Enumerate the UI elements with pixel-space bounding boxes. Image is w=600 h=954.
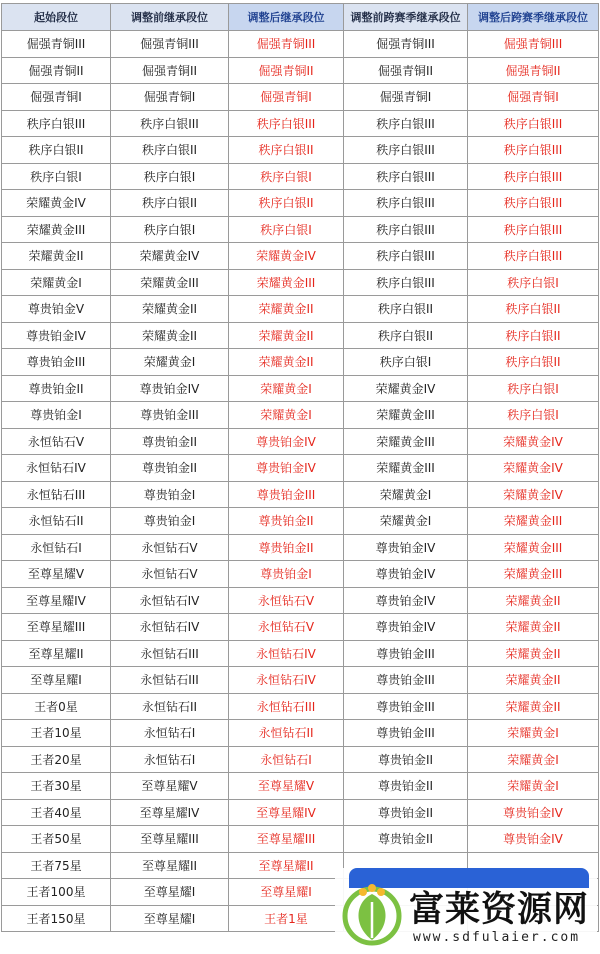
cell-before-cross-season: 尊贵铂金IV bbox=[344, 614, 468, 641]
cell-after-inherit: 荣耀黄金IV bbox=[229, 243, 344, 270]
cell-before-cross-season: 尊贵铂金IV bbox=[344, 561, 468, 588]
table-row bbox=[2, 322, 599, 349]
cell-start-rank: 永恒钻石III bbox=[2, 481, 111, 508]
cell-before-inherit: 尊贵铂金III bbox=[111, 402, 229, 429]
cell-before-cross-season: 尊贵铂金III bbox=[344, 640, 468, 667]
cell-start-rank: 王者20星 bbox=[2, 746, 111, 773]
cell-after-cross-season: 秩序白银III bbox=[468, 243, 599, 270]
cell-start-rank: 王者10星 bbox=[2, 720, 111, 747]
cell-before-cross-season: 秩序白银III bbox=[344, 243, 468, 270]
cell-before-cross-season: 尊贵铂金II bbox=[344, 773, 468, 800]
table-row bbox=[2, 481, 599, 508]
table-row bbox=[2, 746, 599, 773]
cell-start-rank: 荣耀黄金III bbox=[2, 216, 111, 243]
cell-after-inherit: 至尊星耀I bbox=[229, 879, 344, 906]
cell-before-inherit: 倔强青铜III bbox=[111, 31, 229, 58]
cell-before-inherit: 永恒钻石III bbox=[111, 667, 229, 694]
cell-before-inherit: 倔强青铜I bbox=[111, 84, 229, 111]
cell-start-rank: 荣耀黄金I bbox=[2, 269, 111, 296]
cell-before-cross-season: 荣耀黄金IV bbox=[344, 375, 468, 402]
cell-after-inherit: 秩序白银II bbox=[229, 190, 344, 217]
cell-after-cross-season: 荣耀黄金II bbox=[468, 614, 599, 641]
cell-before-cross-season: 尊贵铂金III bbox=[344, 693, 468, 720]
cell-after-cross-season: 秩序白银II bbox=[468, 322, 599, 349]
cell-start-rank: 倔强青铜II bbox=[2, 57, 111, 84]
cell-start-rank: 荣耀黄金II bbox=[2, 243, 111, 270]
cell-before-inherit: 倔强青铜II bbox=[111, 57, 229, 84]
cell-after-inherit: 荣耀黄金II bbox=[229, 296, 344, 323]
cell-before-inherit: 永恒钻石IV bbox=[111, 614, 229, 641]
cell-after-cross-season: 秩序白银I bbox=[468, 375, 599, 402]
cell-before-cross-season: 荣耀黄金III bbox=[344, 428, 468, 455]
header-row bbox=[2, 4, 599, 31]
table-body bbox=[2, 31, 599, 932]
cell-before-cross-season: 秩序白银III bbox=[344, 269, 468, 296]
cell-before-inherit: 尊贵铂金I bbox=[111, 508, 229, 535]
cell-after-cross-season: 尊贵铂金IV bbox=[468, 826, 599, 853]
table-header bbox=[2, 4, 599, 31]
cell-after-inherit: 至尊星耀II bbox=[229, 852, 344, 879]
cell-before-cross-season: 尊贵铂金IV bbox=[344, 587, 468, 614]
cell-after-inherit: 荣耀黄金I bbox=[229, 375, 344, 402]
cell-start-rank: 永恒钻石V bbox=[2, 428, 111, 455]
rank-inheritance-table bbox=[1, 3, 599, 932]
table-row bbox=[2, 296, 599, 323]
cell-after-inherit: 尊贵铂金IV bbox=[229, 428, 344, 455]
cell-after-inherit: 永恒钻石III bbox=[229, 693, 344, 720]
table-row bbox=[2, 587, 599, 614]
cell-start-rank: 王者0星 bbox=[2, 693, 111, 720]
cell-before-inherit: 尊贵铂金II bbox=[111, 455, 229, 482]
cell-after-cross-season: 荣耀黄金I bbox=[468, 746, 599, 773]
cell-after-cross-season: 荣耀黄金I bbox=[468, 720, 599, 747]
cell-before-inherit: 永恒钻石IV bbox=[111, 587, 229, 614]
cell-before-cross-season: 荣耀黄金I bbox=[344, 508, 468, 535]
cell-after-cross-season: 倔强青铜I bbox=[468, 84, 599, 111]
cell-before-inherit: 秩序白银I bbox=[111, 216, 229, 243]
cell-before-inherit: 至尊星耀I bbox=[111, 879, 229, 906]
cell-before-cross-season: 尊贵铂金II bbox=[344, 746, 468, 773]
table-row bbox=[2, 773, 599, 800]
cell-before-inherit: 尊贵铂金IV bbox=[111, 375, 229, 402]
rank-inheritance-table-wrap bbox=[1, 3, 598, 932]
table-row bbox=[2, 190, 599, 217]
table-row bbox=[2, 667, 599, 694]
cell-after-inherit: 倔强青铜I bbox=[229, 84, 344, 111]
cell-after-inherit: 王者1星 bbox=[229, 905, 344, 932]
table-row bbox=[2, 455, 599, 482]
cell-before-cross-season: 秩序白银III bbox=[344, 110, 468, 137]
cell-start-rank: 至尊星耀III bbox=[2, 614, 111, 641]
cell-before-inherit: 秩序白银I bbox=[111, 163, 229, 190]
cell-after-cross-season: 荣耀黄金III bbox=[468, 508, 599, 535]
cell-after-inherit: 永恒钻石I bbox=[229, 746, 344, 773]
table-row bbox=[2, 137, 599, 164]
table-row bbox=[2, 640, 599, 667]
cell-start-rank: 王者100星 bbox=[2, 879, 111, 906]
cell-after-cross-season: 秩序白银II bbox=[468, 349, 599, 376]
cell-before-cross-season: 荣耀黄金III bbox=[344, 455, 468, 482]
cell-before-cross-season: 尊贵铂金II bbox=[344, 799, 468, 826]
watermark-site-name: 富莱资源网 bbox=[409, 889, 590, 930]
cell-before-inherit: 至尊星耀II bbox=[111, 852, 229, 879]
cell-before-inherit: 荣耀黄金I bbox=[111, 349, 229, 376]
cell-before-inherit: 永恒钻石II bbox=[111, 693, 229, 720]
cell-before-cross-season: 秩序白银III bbox=[344, 216, 468, 243]
cell-after-inherit: 秩序白银II bbox=[229, 137, 344, 164]
cell-before-cross-season: 秩序白银I bbox=[344, 349, 468, 376]
table-row bbox=[2, 163, 599, 190]
cell-start-rank: 秩序白银III bbox=[2, 110, 111, 137]
cell-before-inherit: 永恒钻石V bbox=[111, 561, 229, 588]
cell-after-cross-season: 秩序白银II bbox=[468, 296, 599, 323]
cell-after-cross-season: 倔强青铜II bbox=[468, 57, 599, 84]
cell-after-cross-season: 秩序白银I bbox=[468, 269, 599, 296]
cell-before-cross-season: 尊贵铂金II bbox=[344, 826, 468, 853]
cell-start-rank: 秩序白银II bbox=[2, 137, 111, 164]
cell-start-rank: 至尊星耀II bbox=[2, 640, 111, 667]
cell-after-cross-season: 荣耀黄金III bbox=[468, 561, 599, 588]
table-row bbox=[2, 561, 599, 588]
cell-before-inherit: 至尊星耀III bbox=[111, 826, 229, 853]
cell-after-inherit: 荣耀黄金III bbox=[229, 269, 344, 296]
table-row bbox=[2, 826, 599, 853]
cell-after-inherit: 尊贵铂金II bbox=[229, 534, 344, 561]
cell-after-cross-season: 荣耀黄金IV bbox=[468, 481, 599, 508]
cell-after-cross-season: 尊贵铂金IV bbox=[468, 799, 599, 826]
watermark-site-url: www.sdfulaier.com bbox=[413, 930, 581, 945]
cell-before-cross-season: 尊贵铂金III bbox=[344, 667, 468, 694]
cell-after-cross-season: 荣耀黄金II bbox=[468, 587, 599, 614]
cell-before-inherit: 至尊星耀I bbox=[111, 905, 229, 932]
cell-before-inherit: 荣耀黄金III bbox=[111, 269, 229, 296]
cell-before-inherit: 至尊星耀V bbox=[111, 773, 229, 800]
cell-after-inherit: 尊贵铂金I bbox=[229, 561, 344, 588]
cell-start-rank: 尊贵铂金II bbox=[2, 375, 111, 402]
cell-after-inherit: 至尊星耀IV bbox=[229, 799, 344, 826]
cell-start-rank: 尊贵铂金III bbox=[2, 349, 111, 376]
cell-start-rank: 尊贵铂金IV bbox=[2, 322, 111, 349]
table-row bbox=[2, 110, 599, 137]
cell-start-rank: 永恒钻石IV bbox=[2, 455, 111, 482]
site-watermark bbox=[335, 868, 597, 952]
table-row bbox=[2, 349, 599, 376]
cell-after-inherit: 尊贵铂金IV bbox=[229, 455, 344, 482]
cell-after-cross-season: 秩序白银III bbox=[468, 110, 599, 137]
table-row bbox=[2, 375, 599, 402]
cell-start-rank: 秩序白银I bbox=[2, 163, 111, 190]
cell-before-inherit: 荣耀黄金II bbox=[111, 296, 229, 323]
cell-before-cross-season: 荣耀黄金III bbox=[344, 402, 468, 429]
cell-after-inherit: 永恒钻石IV bbox=[229, 667, 344, 694]
cell-after-cross-season: 荣耀黄金III bbox=[468, 534, 599, 561]
cell-before-inherit: 荣耀黄金II bbox=[111, 322, 229, 349]
header-start-rank: 起始段位 bbox=[2, 4, 111, 31]
cell-after-inherit: 永恒钻石IV bbox=[229, 640, 344, 667]
cell-before-inherit: 秩序白银II bbox=[111, 190, 229, 217]
cell-before-cross-season: 秩序白银II bbox=[344, 296, 468, 323]
cell-before-inherit: 荣耀黄金IV bbox=[111, 243, 229, 270]
cell-after-cross-season: 荣耀黄金I bbox=[468, 773, 599, 800]
cell-after-cross-season: 秩序白银III bbox=[468, 137, 599, 164]
cell-before-inherit: 永恒钻石I bbox=[111, 746, 229, 773]
cell-start-rank: 至尊星耀V bbox=[2, 561, 111, 588]
cell-after-cross-season: 秩序白银III bbox=[468, 190, 599, 217]
cell-after-inherit: 荣耀黄金II bbox=[229, 322, 344, 349]
cell-after-inherit: 尊贵铂金III bbox=[229, 481, 344, 508]
cell-start-rank: 荣耀黄金IV bbox=[2, 190, 111, 217]
cell-after-inherit: 永恒钻石V bbox=[229, 587, 344, 614]
cell-after-cross-season: 荣耀黄金II bbox=[468, 693, 599, 720]
cell-after-inherit: 至尊星耀V bbox=[229, 773, 344, 800]
table-row bbox=[2, 534, 599, 561]
table-row bbox=[2, 402, 599, 429]
cell-before-cross-season: 倔强青铜II bbox=[344, 57, 468, 84]
cell-before-cross-season: 尊贵铂金III bbox=[344, 720, 468, 747]
cell-before-cross-season: 秩序白银III bbox=[344, 137, 468, 164]
cell-after-cross-season: 秩序白银III bbox=[468, 163, 599, 190]
cell-after-cross-season: 秩序白银I bbox=[468, 402, 599, 429]
cell-after-inherit: 倔强青铜III bbox=[229, 31, 344, 58]
cell-start-rank: 尊贵铂金I bbox=[2, 402, 111, 429]
cell-after-inherit: 永恒钻石II bbox=[229, 720, 344, 747]
cell-after-inherit: 荣耀黄金I bbox=[229, 402, 344, 429]
table-row bbox=[2, 31, 599, 58]
cell-before-inherit: 至尊星耀IV bbox=[111, 799, 229, 826]
cell-start-rank: 倔强青铜I bbox=[2, 84, 111, 111]
cell-before-cross-season: 荣耀黄金I bbox=[344, 481, 468, 508]
header-after-inherit: 调整后继承段位 bbox=[229, 4, 344, 31]
table-row bbox=[2, 269, 599, 296]
cell-after-cross-season: 秩序白银III bbox=[468, 216, 599, 243]
cell-after-cross-season: 荣耀黄金IV bbox=[468, 428, 599, 455]
cell-before-cross-season: 秩序白银III bbox=[344, 163, 468, 190]
cell-before-inherit: 秩序白银III bbox=[111, 110, 229, 137]
table-row bbox=[2, 799, 599, 826]
cell-after-inherit: 倔强青铜II bbox=[229, 57, 344, 84]
table-row bbox=[2, 693, 599, 720]
cell-after-inherit: 秩序白银I bbox=[229, 163, 344, 190]
cell-start-rank: 永恒钻石I bbox=[2, 534, 111, 561]
cell-start-rank: 倔强青铜III bbox=[2, 31, 111, 58]
cell-before-cross-season: 倔强青铜I bbox=[344, 84, 468, 111]
table-row bbox=[2, 720, 599, 747]
cell-before-inherit: 永恒钻石V bbox=[111, 534, 229, 561]
cell-after-inherit: 秩序白银III bbox=[229, 110, 344, 137]
table-row bbox=[2, 508, 599, 535]
cell-after-cross-season: 倔强青铜III bbox=[468, 31, 599, 58]
cell-before-inherit: 尊贵铂金II bbox=[111, 428, 229, 455]
cell-after-cross-season: 荣耀黄金IV bbox=[468, 455, 599, 482]
cell-after-inherit: 尊贵铂金II bbox=[229, 508, 344, 535]
table-row bbox=[2, 84, 599, 111]
cell-start-rank: 王者150星 bbox=[2, 905, 111, 932]
leaf-logo-icon bbox=[339, 878, 405, 948]
cell-before-cross-season: 秩序白银II bbox=[344, 322, 468, 349]
header-before-inherit: 调整前继承段位 bbox=[111, 4, 229, 31]
cell-before-cross-season: 秩序白银III bbox=[344, 190, 468, 217]
cell-before-inherit: 永恒钻石I bbox=[111, 720, 229, 747]
cell-start-rank: 永恒钻石II bbox=[2, 508, 111, 535]
cell-before-inherit: 尊贵铂金I bbox=[111, 481, 229, 508]
cell-start-rank: 至尊星耀IV bbox=[2, 587, 111, 614]
cell-after-inherit: 至尊星耀III bbox=[229, 826, 344, 853]
cell-after-inherit: 永恒钻石V bbox=[229, 614, 344, 641]
cell-before-cross-season: 尊贵铂金IV bbox=[344, 534, 468, 561]
cell-before-inherit: 永恒钻石III bbox=[111, 640, 229, 667]
table-row bbox=[2, 428, 599, 455]
cell-start-rank: 王者30星 bbox=[2, 773, 111, 800]
header-before-cross-season: 调整前跨赛季继承段位 bbox=[344, 4, 468, 31]
table-row bbox=[2, 57, 599, 84]
cell-start-rank: 至尊星耀I bbox=[2, 667, 111, 694]
cell-start-rank: 尊贵铂金V bbox=[2, 296, 111, 323]
cell-after-inherit: 秩序白银I bbox=[229, 216, 344, 243]
cell-before-cross-season: 倔强青铜III bbox=[344, 31, 468, 58]
header-after-cross-season: 调整后跨赛季继承段位 bbox=[468, 4, 599, 31]
table-row bbox=[2, 216, 599, 243]
cell-start-rank: 王者50星 bbox=[2, 826, 111, 853]
table-row bbox=[2, 614, 599, 641]
cell-after-inherit: 荣耀黄金II bbox=[229, 349, 344, 376]
cell-before-inherit: 秩序白银II bbox=[111, 137, 229, 164]
cell-start-rank: 王者75星 bbox=[2, 852, 111, 879]
table-row bbox=[2, 243, 599, 270]
cell-start-rank: 王者40星 bbox=[2, 799, 111, 826]
cell-after-cross-season: 荣耀黄金II bbox=[468, 667, 599, 694]
cell-after-cross-season: 荣耀黄金II bbox=[468, 640, 599, 667]
